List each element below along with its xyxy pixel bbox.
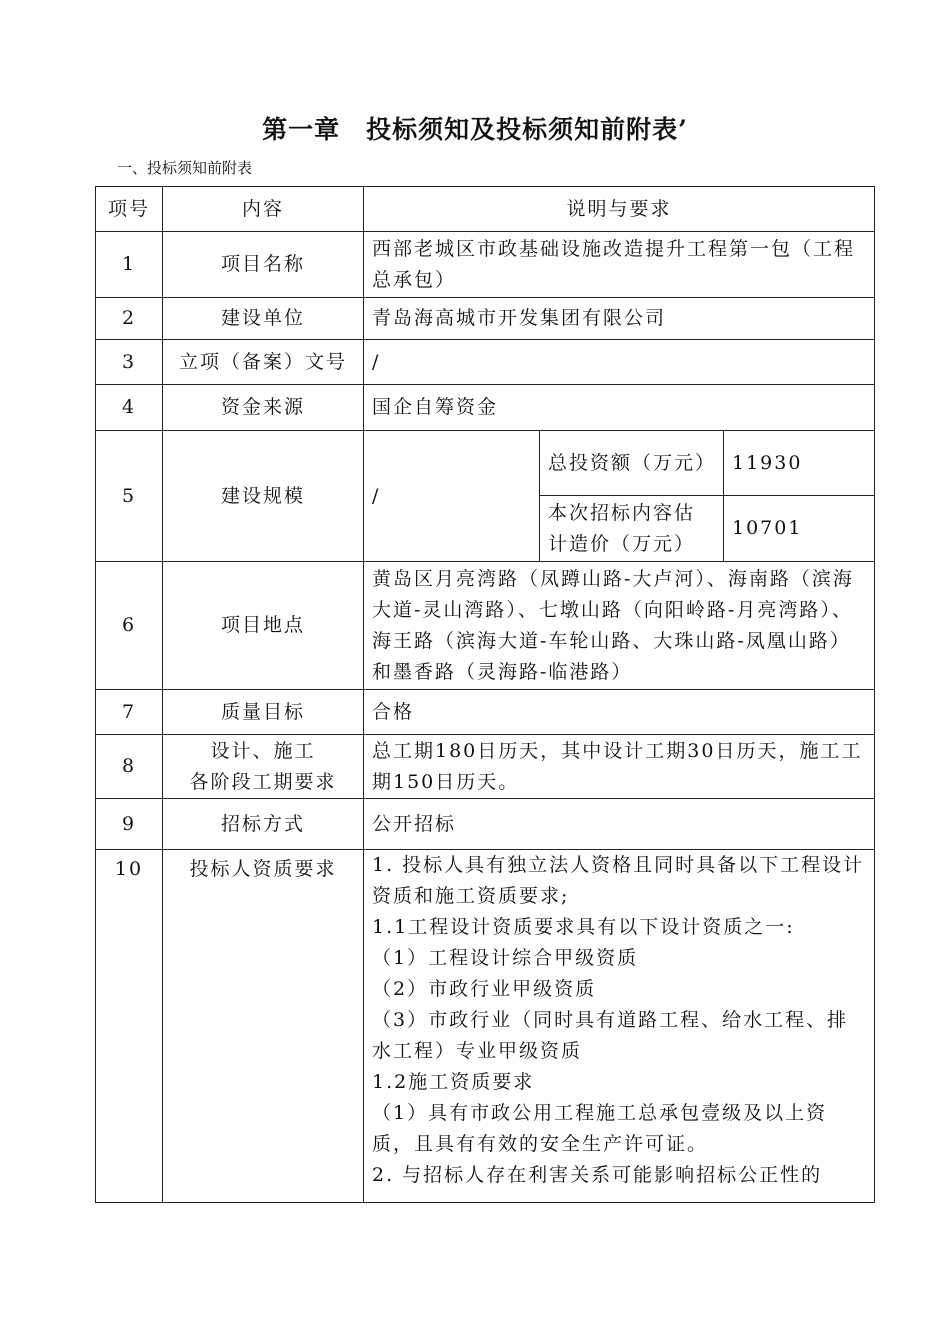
requirement-paragraph: （1）具有市政公用工程施工总承包壹级及以上资质，且具有有效的安全生产许可证。 (372, 1102, 828, 1155)
row-desc: 青岛海高城市开发集团有限公司 (364, 298, 875, 340)
row-desc: 合格 (364, 690, 875, 735)
table-row (96, 385, 875, 431)
page-title: 第一章 投标须知及投标须知前附表’ (262, 115, 688, 144)
bid-notice-table (95, 186, 875, 1203)
row-item (163, 735, 364, 799)
row-item: 立项（备案）文号 (163, 340, 364, 385)
row-desc: / (364, 340, 875, 385)
row-item-line: 各阶段工期要求 (189, 770, 337, 793)
row-no: 9 (96, 799, 163, 850)
row-desc: 总工期180日历天，其中设计工期30日历天，施工工期150日历天。 (364, 735, 875, 799)
requirement-paragraph: （2）市政行业甲级资质 (372, 978, 597, 1000)
requirement-paragraph: 1.1工程设计资质要求具有以下设计资质之一: (372, 916, 795, 938)
row-no: 2 (96, 298, 163, 340)
row-desc: 公开招标 (364, 799, 875, 850)
header-desc: 说明与要求 (364, 187, 875, 232)
row-item: 项目名称 (163, 232, 364, 298)
row-desc: / (364, 431, 540, 562)
requirement-paragraph: 2. 与招标人存在利害关系可能影响招标公正性的 (372, 1164, 823, 1186)
row-item: 质量目标 (163, 690, 364, 735)
section-subtitle: 一、投标须知前附表 (117, 159, 253, 177)
row-item-line: 设计、施工 (210, 739, 316, 762)
requirement-paragraph: （3）市政行业（同时具有道路工程、给水工程、排水工程）专业甲级资质 (372, 1009, 849, 1062)
row-desc: 国企自筹资金 (364, 385, 875, 431)
row-item: 项目地点 (163, 562, 364, 690)
row-no: 8 (96, 735, 163, 799)
header-no: 项号 (96, 187, 163, 232)
row-desc: 黄岛区月亮湾路（凤蹲山路-大卢河）、海南路（滨海大道-灵山湾路）、七墩山路（向阳岭路-月亮湾路）、海王路（滨海大道-车轮山路、大珠山路-凤凰山路）和墨香路（灵海路-临港路） (364, 562, 875, 690)
sub-label: 总投资额（万元） (540, 431, 724, 496)
table-row (96, 690, 875, 735)
row-item: 建设单位 (163, 298, 364, 340)
row-no: 5 (96, 431, 163, 562)
table-row (96, 735, 875, 799)
row-item: 建设规模 (163, 431, 364, 562)
row-desc: 西部老城区市政基础设施改造提升工程第一包（工程总承包） (364, 232, 875, 298)
table-row (96, 799, 875, 850)
row-item: 资金来源 (163, 385, 364, 431)
row-item: 招标方式 (163, 799, 364, 850)
sub-value: 11930 (724, 431, 875, 496)
table-header-row (96, 187, 875, 232)
header-item: 内容 (163, 187, 364, 232)
requirement-paragraph: 1. 投标人具有独立法人资格且同时具备以下工程设计资质和施工资质要求; (372, 854, 865, 907)
sub-label: 本次招标内容估计造价（万元） (540, 496, 724, 562)
row-no: 6 (96, 562, 163, 690)
row-no: 3 (96, 340, 163, 385)
sub-value: 10701 (724, 496, 875, 562)
table-row (96, 340, 875, 385)
requirement-paragraph: （1）工程设计综合甲级资质 (372, 947, 639, 969)
row-no: 4 (96, 385, 163, 431)
table-row (96, 850, 875, 1203)
table-row (96, 431, 875, 496)
row-no: 10 (96, 850, 163, 1203)
row-no: 1 (96, 232, 163, 298)
table-row (96, 562, 875, 690)
row-no: 7 (96, 690, 163, 735)
table-row (96, 298, 875, 340)
table-row (96, 232, 875, 298)
row-item: 投标人资质要求 (163, 850, 364, 1203)
requirement-paragraph: 1.2施工资质要求 (372, 1071, 535, 1093)
row-desc (364, 850, 875, 1203)
